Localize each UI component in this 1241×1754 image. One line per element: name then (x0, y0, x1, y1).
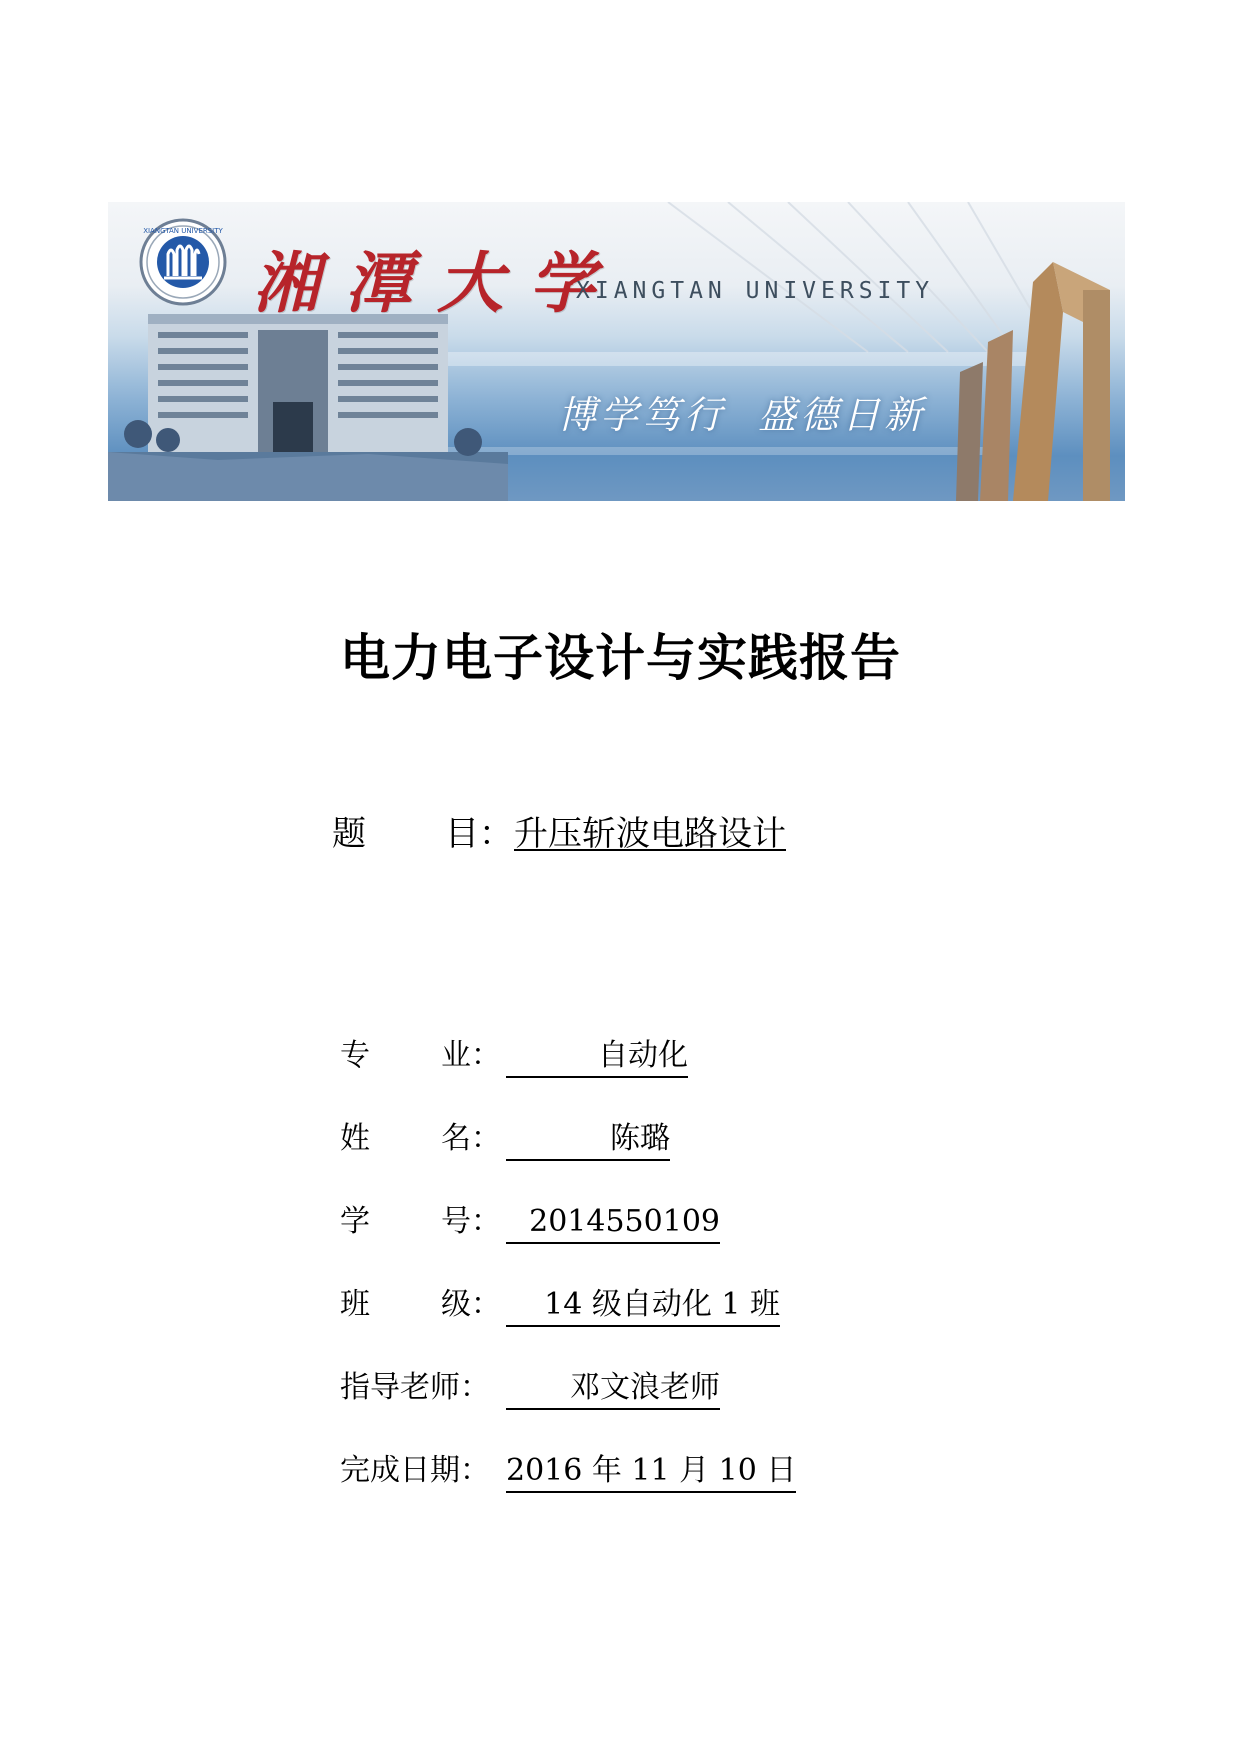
field-label: 号： (441, 1204, 501, 1239)
field-value: 2014550109 (506, 1203, 720, 1244)
university-logo-icon (141, 220, 225, 304)
field-label: 级： (441, 1287, 501, 1322)
field-label: 学 (340, 1204, 370, 1239)
field-value: 陈璐 (506, 1120, 670, 1161)
field-value: 14 级自动化 1 班 (506, 1286, 780, 1327)
university-name-english: XIANGTAN UNIVERSITY (576, 278, 935, 304)
field-label: 指导老师： (340, 1370, 490, 1405)
university-banner (108, 202, 1125, 501)
field-label: 姓 (340, 1121, 370, 1156)
field-class (340, 1279, 780, 1321)
field-advisor (340, 1362, 720, 1404)
field-label: 名： (441, 1121, 501, 1156)
university-name-chinese: 湘潭大学 (253, 244, 621, 322)
report-title: 电力电子设计与实践报告 (340, 629, 901, 687)
field-name (340, 1113, 670, 1155)
gate-illustration (956, 262, 1110, 501)
field-major (340, 1030, 688, 1072)
subject-label-b: 目： (445, 814, 513, 854)
subject-line (332, 806, 786, 855)
university-motto: 博学笃行 盛德日新 (558, 393, 927, 437)
subject-value: 升压斩波电路设计 (514, 814, 786, 854)
field-label: 业： (441, 1038, 501, 1073)
field-label: 完成日期： (340, 1453, 490, 1488)
field-student-id (340, 1196, 720, 1238)
subject-label (332, 806, 514, 855)
subject-label-a: 题 (332, 814, 366, 854)
field-value: 邓文浪老师 (506, 1369, 720, 1410)
field-value: 自动化 (506, 1037, 688, 1078)
building-illustration (108, 314, 508, 501)
field-value: 2016 年 11 月 10 日 (506, 1452, 796, 1493)
field-label: 班 (340, 1287, 370, 1322)
logo-ring-text: XIANGTAN UNIVERSITY (143, 227, 223, 235)
field-completion-date (340, 1445, 796, 1487)
field-label: 专 (340, 1038, 370, 1073)
